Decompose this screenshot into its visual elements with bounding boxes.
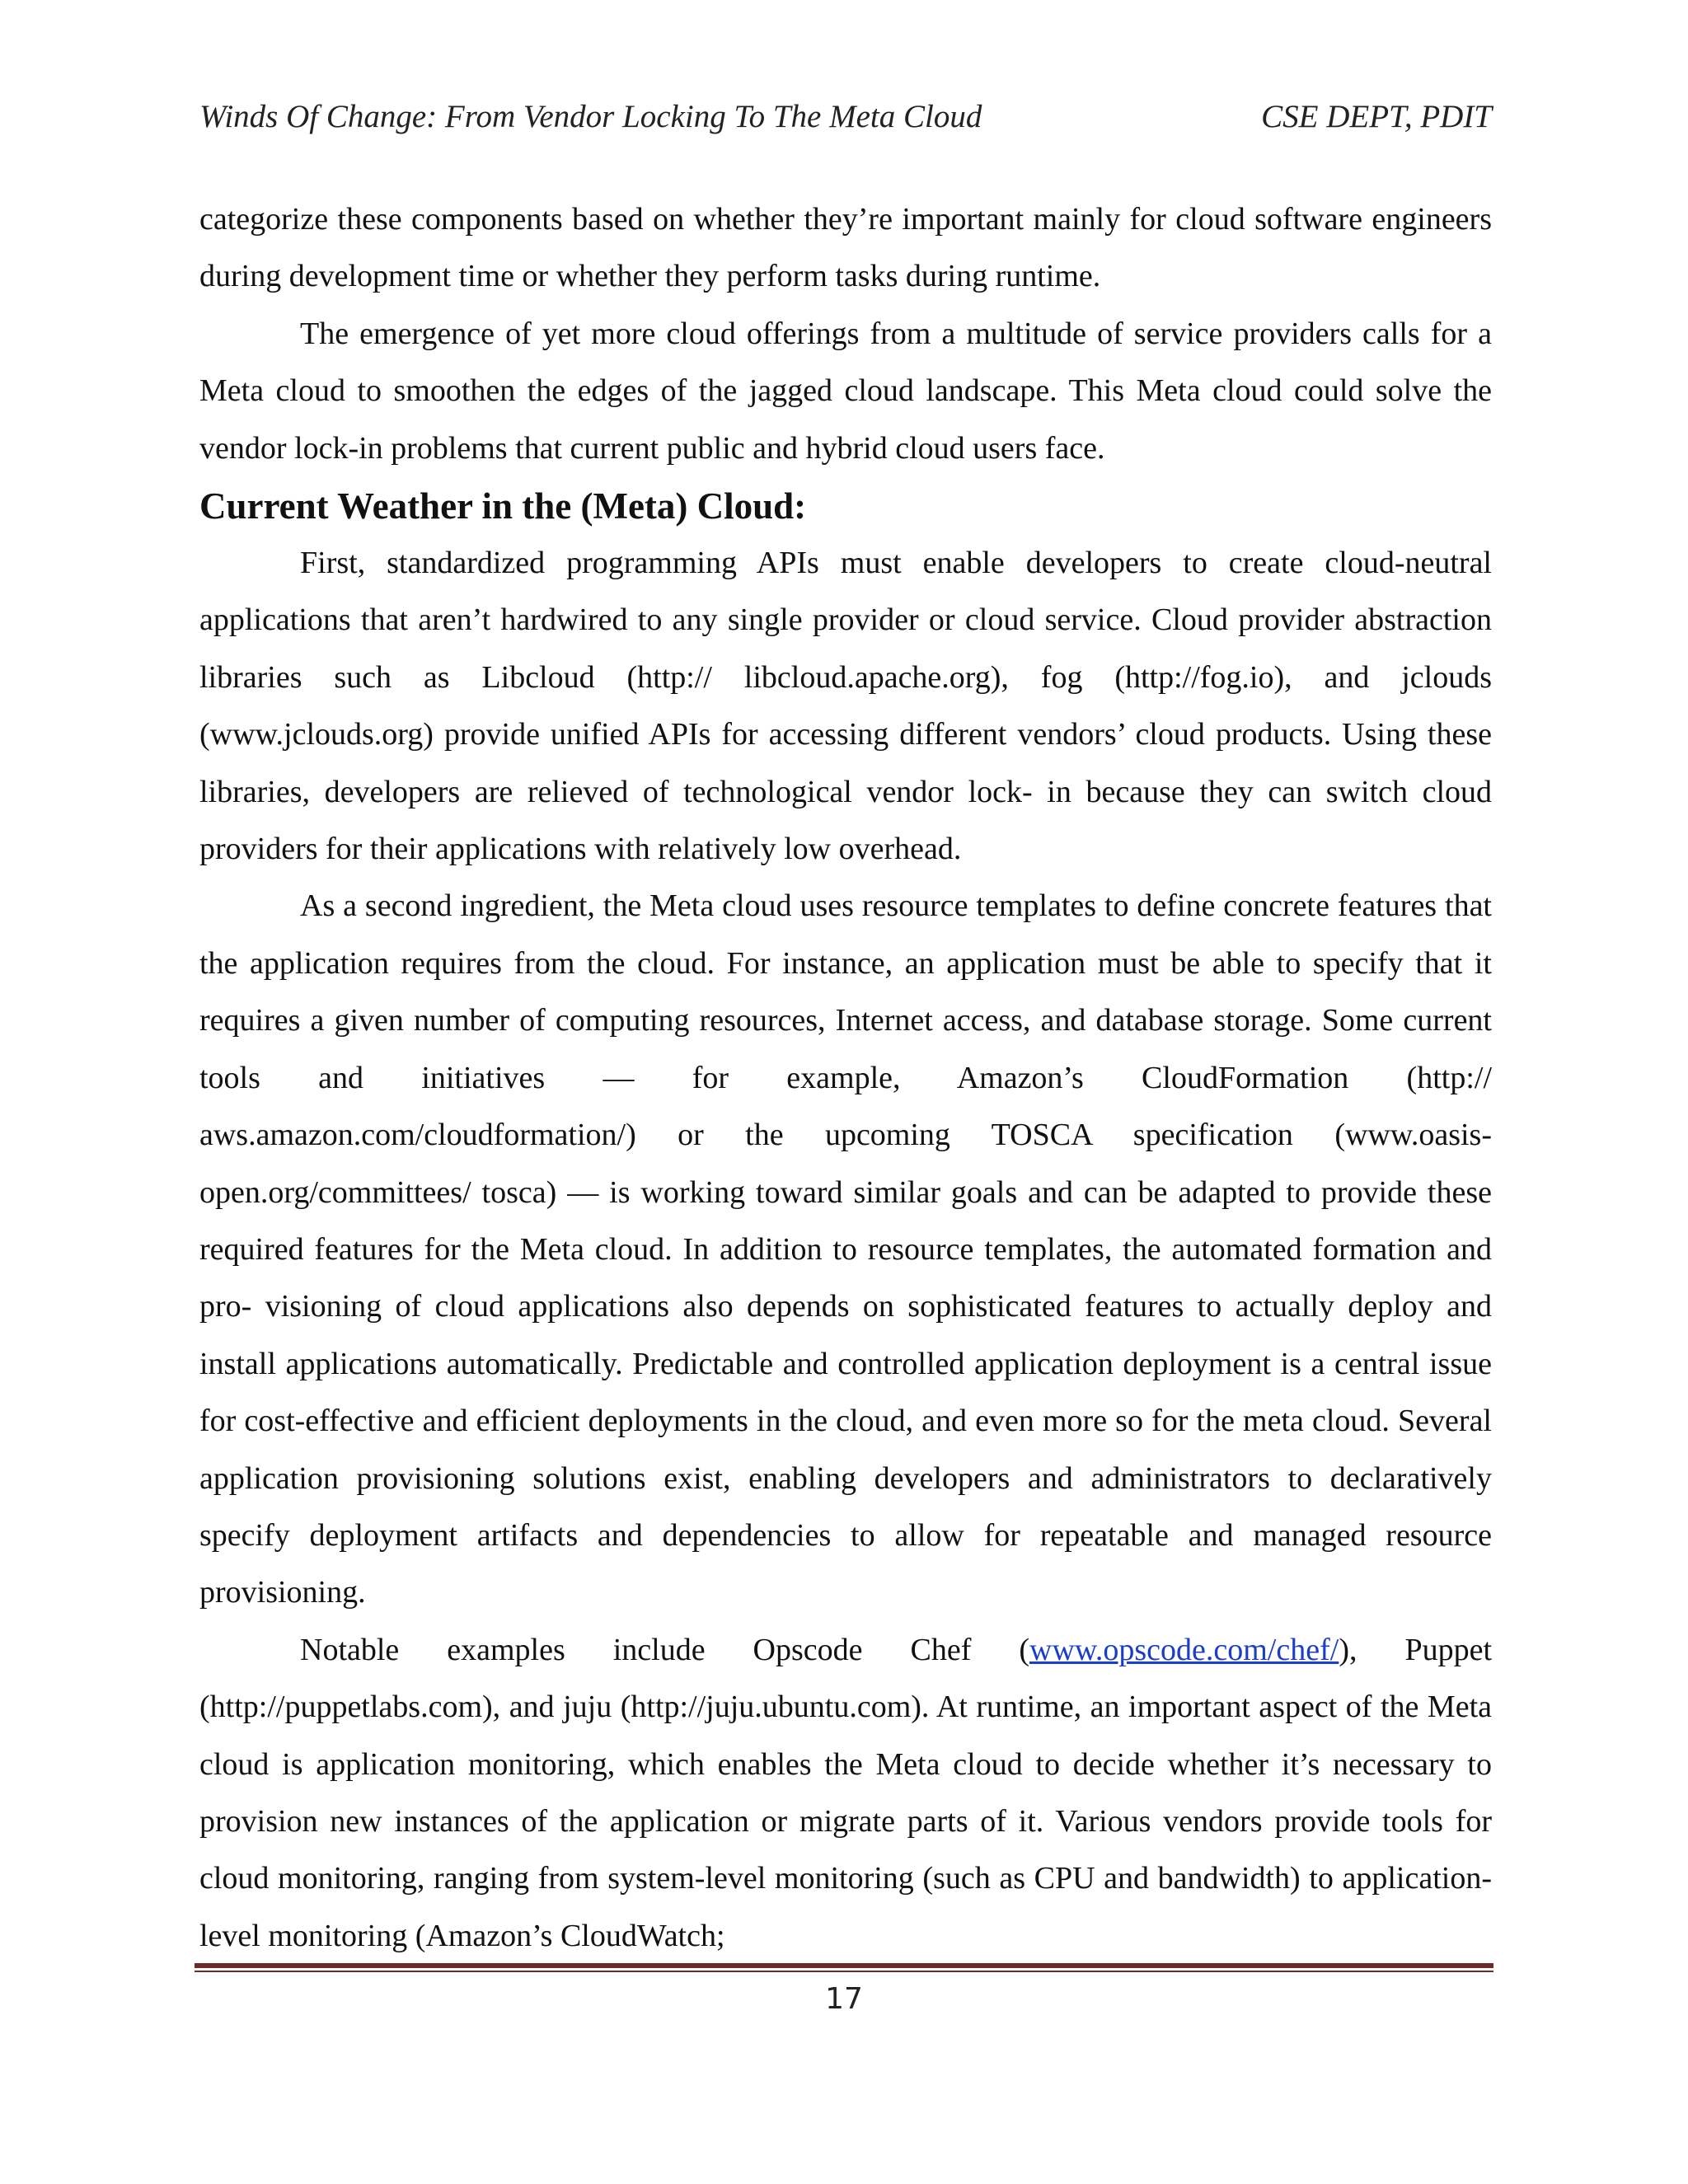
header-department: CSE DEPT, PDIT <box>1261 99 1492 134</box>
opscode-chef-link[interactable]: www.opscode.com/chef/ <box>1029 1632 1339 1667</box>
footer-rule-thin <box>195 1971 1493 1972</box>
header-title: Winds Of Change: From Vendor Locking To The Meta Cloud <box>199 99 982 134</box>
footer-rule-thick <box>195 1963 1493 1968</box>
running-header <box>199 92 1492 142</box>
section-heading: Current Weather in the (Meta) Cloud: <box>199 485 807 527</box>
paragraph-5 <box>199 1622 1492 1965</box>
paragraph-1: categorize these components based on whether they’re important mainly for cloud software engineers during development time or whether they perform tasks during runtime. <box>199 202 1492 294</box>
paragraph-4: As a second ingredient, the Meta cloud uses resource templates to define concrete features that the application requires from the cloud. For instance, an application must be able to specify that it requires a given number of computing resources, Internet access, and database storage. Some current tools and initiatives — for example, Amazon’s CloudFormation (http:// aws.amazon.com/cloudformation/) or the upcoming TOSCA specification (www.oasis-open.org/committees/ tosca) — is working toward similar goals and can be adapted to provide these required features for the Meta cloud. In addition to resource templates, the automated formation and pro- visioning of cloud applications also depends on sophisticated features to actually deploy and install applications automatically. Predictable and controlled application deployment is a central issue for cost-effective and efficient deployments in the cloud, and even more so for the meta cloud. Several application provisioning solutions exist, enabling developers and administrators to declaratively specify deployment artifacts and dependencies to allow for repeatable and managed resource provisioning. <box>199 888 1492 1610</box>
body-text <box>199 191 1492 1965</box>
paragraph-3: First, standardized programming APIs must enable developers to create cloud-neutral applications that aren’t hardwired to any single provider or cloud service. Cloud provider abstraction libraries such as Libcloud (http:// libcloud.apache.org), fog (http://fog.io), and jclouds (www.jclouds.org) provide unified APIs for accessing different vendors’ cloud products. Using these libraries, developers are relieved of technological vendor lock- in because they can switch cloud providers for their applications with relatively low overhead. <box>199 546 1492 867</box>
page-number: 17 <box>825 1982 863 2016</box>
paragraph-5-text-end: ), Puppet (http://puppetlabs.com), and juju (http://juju.ubuntu.com). At runtime, an important aspect of the Meta cloud is application monitoring, which enables the Meta cloud to decide whether it’s necessary to provision new instances of the application or migrate parts of it. Various vendors provide tools for cloud monitoring, ranging from system-level monitoring (such as CPU and bandwidth) to application-level monitoring (Amazon’s CloudWatch; <box>199 1632 1492 1953</box>
paragraph-5-text-start: Notable examples include Opscode Chef ( <box>300 1632 1029 1667</box>
paragraph-2: The emergence of yet more cloud offerings from a multitude of service providers calls for a Meta cloud to smoothen the edges of the jagged cloud landscape. This Meta cloud could solve the vendor lock-in problems that current public and hybrid cloud users face. <box>199 316 1492 466</box>
